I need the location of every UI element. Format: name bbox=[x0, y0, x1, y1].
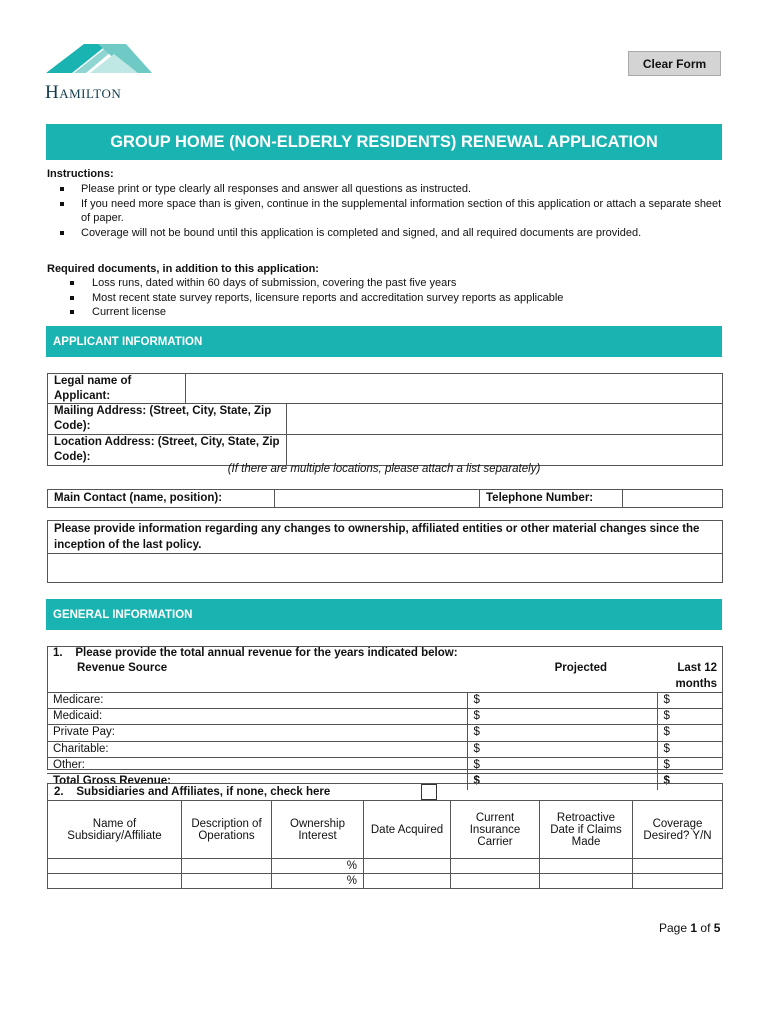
revenue-row-label: Private Pay: bbox=[47, 725, 467, 741]
carrier-field[interactable] bbox=[451, 874, 540, 889]
table-row bbox=[48, 874, 723, 889]
main-contact-label: Main Contact (name, position): bbox=[48, 490, 275, 508]
coverage-field[interactable] bbox=[633, 874, 723, 889]
last12-private-pay-field[interactable]: $ bbox=[657, 725, 723, 741]
date-acquired-field[interactable] bbox=[364, 859, 451, 874]
q2-prompt: 2. Subsidiaries and Affiliates, if none, check here bbox=[47, 783, 723, 800]
retro-date-field[interactable] bbox=[540, 874, 633, 889]
list-item: Most recent state survey reports, licensure reports and accreditation survey reports as applicable bbox=[47, 291, 723, 306]
revenue-source-header: Revenue Source bbox=[77, 662, 168, 675]
last12-total-field[interactable]: $ bbox=[657, 774, 723, 790]
multiple-locations-note: (If there are multiple locations, please attach a list separately) bbox=[227, 463, 541, 475]
changes-field[interactable] bbox=[48, 554, 723, 583]
ownership-field[interactable]: % bbox=[272, 874, 364, 889]
name-field[interactable] bbox=[48, 874, 182, 889]
list-item: Current license bbox=[47, 305, 723, 320]
mailing-address-field[interactable] bbox=[287, 404, 723, 435]
required-documents-heading: Required documents, in addition to this application: bbox=[47, 263, 319, 275]
page-title: GROUP HOME (NON-ELDERLY RESIDENTS) RENEWAL APPLICATION bbox=[46, 124, 722, 160]
applicant-section-header: APPLICANT INFORMATION bbox=[46, 326, 722, 357]
projected-medicaid-field[interactable]: $ bbox=[467, 709, 657, 725]
revenue-row-label: Other: bbox=[47, 758, 467, 774]
last12-other-field[interactable]: $ bbox=[657, 758, 723, 774]
col-retro-date-header: Retroactive Date if Claims Made bbox=[540, 801, 633, 859]
projected-charitable-field[interactable]: $ bbox=[467, 741, 657, 757]
retro-date-field[interactable] bbox=[540, 859, 633, 874]
location-address-label: Location Address: (Street, City, State, Zip Code): bbox=[48, 435, 287, 466]
revenue-row-label: Charitable: bbox=[47, 741, 467, 757]
coverage-field[interactable] bbox=[633, 859, 723, 874]
ownership-field[interactable]: % bbox=[272, 859, 364, 874]
instructions-heading: Instructions: bbox=[47, 168, 114, 180]
description-field[interactable] bbox=[182, 859, 272, 874]
telephone-field[interactable] bbox=[623, 490, 723, 508]
telephone-label: Telephone Number: bbox=[480, 490, 623, 508]
location-address-field[interactable] bbox=[287, 435, 723, 466]
projected-medicare-field[interactable]: $ bbox=[467, 692, 657, 708]
list-item: If you need more space than is given, continue in the supplemental information section of this application or attach a separate sheet of paper. bbox=[47, 197, 723, 226]
main-contact-field[interactable] bbox=[275, 490, 480, 508]
legal-name-label: Legal name of Applicant: bbox=[48, 374, 186, 404]
col-description-header: Description of Operations bbox=[182, 801, 272, 859]
carrier-field[interactable] bbox=[451, 859, 540, 874]
changes-table bbox=[47, 520, 723, 583]
name-field[interactable] bbox=[48, 859, 182, 874]
clear-form-button[interactable]: Clear Form bbox=[628, 51, 721, 76]
col-name-header: Name of Subsidiary/Affiliate bbox=[48, 801, 182, 859]
contact-table bbox=[47, 489, 723, 508]
page-number: Page 1 of 5 bbox=[659, 921, 721, 935]
last12-charitable-field[interactable]: $ bbox=[657, 741, 723, 757]
projected-private-pay-field[interactable]: $ bbox=[467, 725, 657, 741]
instructions-list bbox=[47, 182, 723, 240]
changes-prompt: Please provide information regarding any changes to ownership, affiliated entities or other material changes since the inception of the last policy. bbox=[48, 521, 723, 554]
projected-total-field[interactable]: $ bbox=[467, 774, 657, 790]
description-field[interactable] bbox=[182, 874, 272, 889]
total-gross-revenue-label: Total Gross Revenue: bbox=[47, 774, 467, 790]
col-carrier-header: Current Insurance Carrier bbox=[451, 801, 540, 859]
col-date-acquired-header: Date Acquired bbox=[364, 801, 451, 859]
projected-other-field[interactable]: $ bbox=[467, 758, 657, 774]
required-documents-list bbox=[47, 276, 723, 320]
last12-header: Last 12 months bbox=[675, 662, 717, 690]
legal-name-field[interactable] bbox=[186, 374, 723, 404]
table-row bbox=[48, 859, 723, 874]
list-item: Coverage will not be bound until this application is completed and signed, and all required documents are provided. bbox=[47, 226, 723, 241]
mailing-address-label: Mailing Address: (Street, City, State, Zip Code): bbox=[48, 404, 287, 435]
revenue-table bbox=[47, 646, 723, 790]
q1-prompt: 1. Please provide the total annual revenue for the years indicated below: bbox=[53, 647, 458, 659]
col-ownership-header: Ownership Interest bbox=[272, 801, 364, 859]
projected-header: Projected bbox=[554, 662, 607, 675]
address-table bbox=[47, 403, 723, 466]
none-checkbox[interactable] bbox=[421, 784, 437, 800]
revenue-row-label: Medicaid: bbox=[47, 709, 467, 725]
list-item: Loss runs, dated within 60 days of submission, covering the past five years bbox=[47, 276, 723, 291]
subsidiaries-table bbox=[47, 800, 723, 889]
last12-medicaid-field[interactable]: $ bbox=[657, 709, 723, 725]
revenue-row-label: Medicare: bbox=[47, 692, 467, 708]
date-acquired-field[interactable] bbox=[364, 874, 451, 889]
col-coverage-header: Coverage Desired? Y/N bbox=[633, 801, 723, 859]
last12-medicare-field[interactable]: $ bbox=[657, 692, 723, 708]
logo-text: Hamilton bbox=[45, 82, 122, 103]
applicant-table bbox=[47, 373, 723, 404]
list-item: Please print or type clearly all responses and answer all questions as instructed. bbox=[47, 182, 723, 197]
general-section-header: GENERAL INFORMATION bbox=[46, 599, 722, 630]
